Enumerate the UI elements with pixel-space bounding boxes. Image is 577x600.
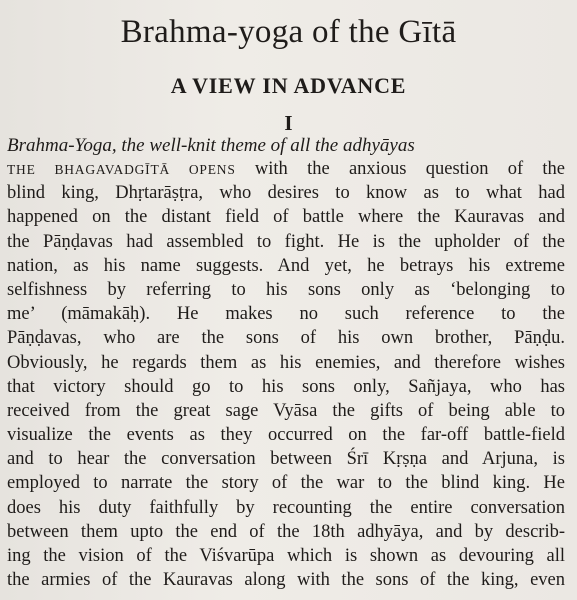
body-paragraph — [7, 157, 565, 592]
text-line-1 — [7, 157, 565, 181]
text-line-5: nation, as his name suggests. And yet, he betrays his extreme — [7, 255, 565, 276]
text-line-12: visualize the events as they occurred on the far-off battle-field — [7, 425, 565, 446]
subheading: Brahma-Yoga, the well-knit theme of all the adhyāyas — [7, 135, 415, 156]
text-line-2: blind king, Dhṛtarāṣṭra, who desires to know as to what had — [7, 183, 565, 204]
text-line-11: received from the great sage Vyāsa the gifts of being able to — [7, 400, 565, 421]
text-line-8: Pāṇḍavas, who are the sons of his own brother, Pāṇḍu. — [7, 328, 565, 349]
section-heading: A VIEW IN ADVANCE — [170, 73, 407, 98]
text-line-15: does his duty faithfully by recounting the entire conversation — [7, 497, 565, 518]
text-line-9: Obviously, he regards them as his enemies, and therefore wishes — [7, 352, 565, 373]
text-line-6: selfishness by referring to his sons only as ‘belonging to — [7, 279, 565, 300]
text-line-18: the armies of the Kauravas along with the sons of the king, even — [7, 570, 565, 591]
text-line-3: happened on the distant field of battle where the Kauravas and — [7, 207, 565, 228]
text-line-10: that victory should go to his sons only, Sañjaya, who has — [7, 376, 565, 397]
page-title: Brahma-yoga of the Gītā — [120, 14, 457, 50]
text-line-14: employed to narrate the story of the war to the blind king. He — [7, 473, 565, 494]
text-line-1-rest: with the anxious question of the — [235, 159, 565, 179]
opening-smallcaps: THE BHAGAVADGĪTĀ OPENS — [7, 162, 236, 177]
section-number: I — [284, 111, 293, 135]
text-line-7: me’ (māmakāḥ). He makes no such reference to the — [7, 304, 565, 325]
text-line-13: and to hear the conversation between Śrī Kṛṣṇa and Arjuna, is — [7, 449, 565, 470]
text-line-4: the Pāṇḍavas had assembled to fight. He is the upholder of the — [7, 231, 565, 252]
text-line-17: ing the vision of the Viśvarūpa which is shown as devouring all — [7, 546, 565, 566]
text-line-16: between them upto the end of the 18th adhyāya, and by describ- — [7, 521, 565, 542]
